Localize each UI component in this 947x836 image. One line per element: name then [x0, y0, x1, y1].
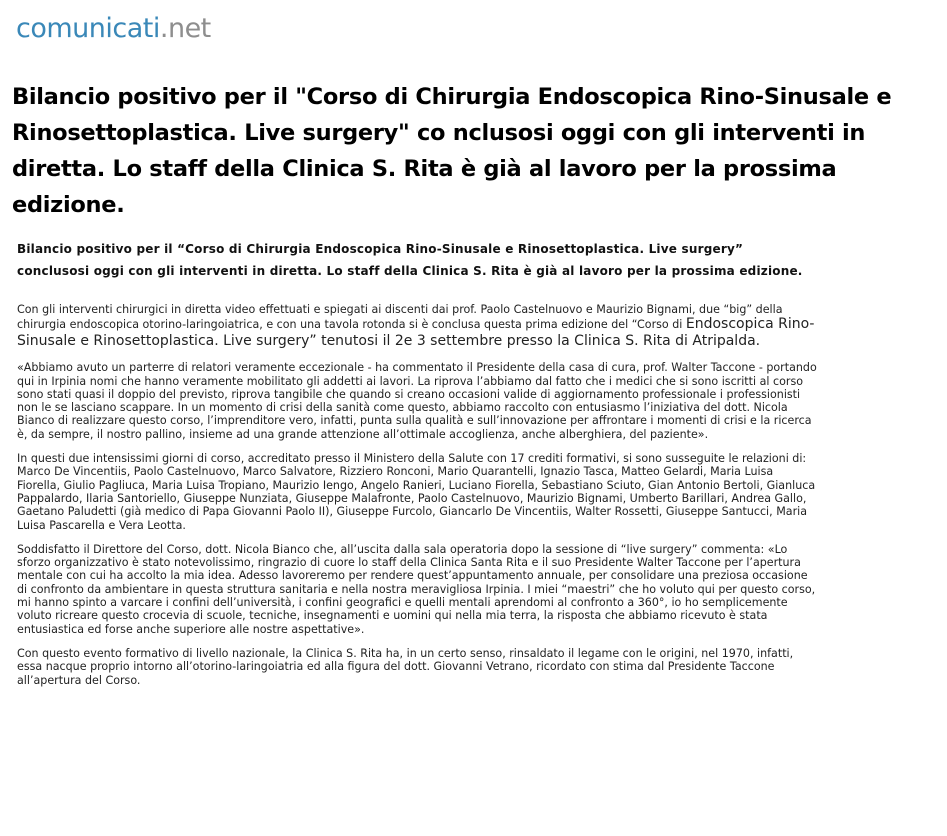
article-lead: Bilancio positivo per il “Corso di Chirurgia Endoscopica Rino-Sinusale e Rinosettoplastica. Live surgery” conclusosi oggi con gli interventi in diretta. Lo staff della Clinica S. Rita è già al lavoro per la prossima edizione. — [17, 242, 803, 278]
article-paragraph-4: Soddisfatto il Direttore del Corso, dott. Nicola Bianco che, all’uscita dalla sala operatoria dopo la sessione di “live surgery” commenta: «Lo sforzo organizzativo è stato notevolissimo, ringrazio di cuore lo staff della Clinica Santa Rita e il suo Presidente Walter Taccone per l’apertura mentale con cui ha accolto la mia idea. Adesso lavoreremo per rendere quest’appuntamento annuale, per consolidare una preziosa occasione di confronto da ambientare in questa struttura sanitaria e nella nostra meravigliosa Irpinia. I miei “maestri” che ho voluto qui per questo corso, mi hanno spinto a varcare i confini dell’università, i confini geografici e quelli mentali aprendomi al confronto a 360°, io ho semplicemente voluto ricreare questo crocevia di scuole, tecniche, insegnamenti e uomini qui nella mia terra, la risposta che abbiamo ricevuto è stata entusiastica ed forse anche superiore alle nostre aspettative». — [17, 542, 816, 636]
logo-text-main: comunicati — [16, 13, 160, 44]
article-paragraph-5: Con questo evento formativo di livello nazionale, la Clinica S. Rita ha, in un certo senso, rinsaldato il legame con le origini, nel 1970, infatti, essa nacque proprio intorno all’otorino-laringoiatria ed alla figura del dott. Giovanni Vetrano, ricordato con stima dal Presidente Taccone all’apertura del Corso. — [17, 646, 794, 687]
logo-text-domain: .net — [159, 13, 211, 44]
article-paragraph-1 — [17, 303, 817, 350]
article-body — [17, 238, 817, 698]
paragraph-1-large-text: Endoscopica Rino-Sinusale e Rinosettoplastica. Live surgery” tenutosi il 2e 3 settembre presso la Clinica S. Rita di Atripalda. — [17, 316, 815, 350]
site-logo[interactable] — [16, 12, 211, 46]
paragraph-1-text: Con gli interventi chirurgici in diretta video effettuati e spiegati ai discenti dai prof. Paolo Castelnuovo e Maurizio Bignami, due “big” della chirurgia endoscopica otorino-laringoiatrica, e con una tavola rotonda si è conclusa questa prima edizione del “Corso di — [17, 303, 783, 332]
article-paragraph-2: «Abbiamo avuto un parterre di relatori veramente eccezionale - ha commentato il Presidente della casa di cura, prof. Walter Taccone - portando qui in Irpinia nomi che hanno veramente mobilitato gli addetti ai lavori. La riprova l’abbiamo dal fatto che i medici che si sono iscritti al corso sono stati quasi il doppio del previsto, riprova tangibile che quando si creano occasioni valide di aggiornamento professionale i professionisti non le se lasciano scappare. In un momento di crisi della sanità come questo, abbiamo raccolto con entusiasmo l’iniziativa del dott. Nicola Bianco di realizzare questo corso, l’imprenditore vero, infatti, punta sulla qualità e sull’innovazione per affrontare i momenti di crisi e la ricerca è, da sempre, il nostro pallino, insieme ad una grande attenzione all’ottimale accoglienza, anche alberghiera, del paziente». — [17, 361, 817, 441]
article-paragraph-3: In questi due intensissimi giorni di corso, accreditato presso il Ministero della Salute con 17 crediti formativi, si sono susseguite le relazioni di: Marco De Vincentiis, Paolo Castelnuovo, Marco Salvatore, Rizziero Ronconi, Mario Quarantelli, Ignazio Tasca, Matteo Gelardi, Maria Luisa Fiorella, Giulio Pagliuca, Maria Luisa Tropiano, Maurizio Iengo, Angelo Ranieri, Luciano Fiorella, Sebastiano Sciuto, Gian Antonio Bertoli, Gianluca Pappalardo, Ilaria Santoriello, Giuseppe Nunziata, Giuseppe Malafronte, Paolo Castelnuovo, Maurizio Bignami, Umberto Barillari, Andrea Gallo, Gaetano Paludetti (già medico di Papa Giovanni Paolo II), Giuseppe Furcolo, Giancarlo De Vincentiis, Walter Rossetti, Giuseppe Santucci, Maria Luisa Pascarella e Vera Leotta. — [17, 452, 816, 532]
page-title: Bilancio positivo per il "Corso di Chirurgia Endoscopica Rino-Sinusale e Rinosettoplastica. Live surgery" co nclusosi oggi con gli interventi in diretta. Lo staff della Clinica S. Rita è già al lavoro per la prossima edizione. — [12, 84, 892, 218]
